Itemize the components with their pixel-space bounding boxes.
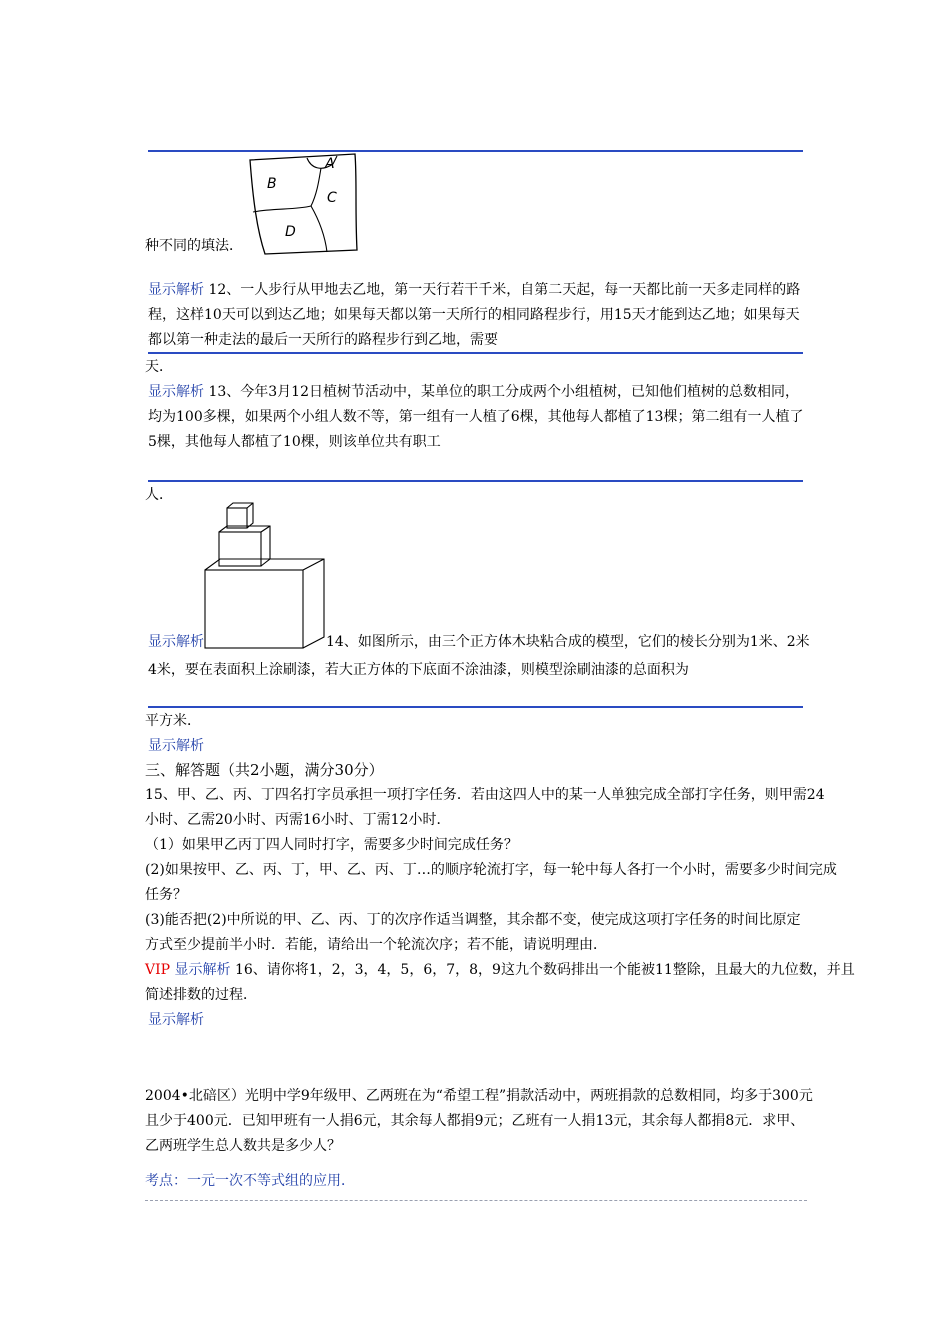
q11-tail: 种不同的填法． [145, 238, 243, 254]
q15-line2: 小时、乙需20小时、丙需16小时、丁需12小时． [145, 812, 451, 828]
cubes-figure [200, 502, 328, 650]
section3-title: 三、解答题（共2小题，满分30分） [145, 761, 384, 779]
map-figure [245, 150, 365, 258]
q13-line3: 5棵，其他每人都植了10棵，则该单位共有职工 [148, 434, 441, 450]
q15-sub3a: (3)能否把(2)中所说的甲、乙、丙、丁的次序作适当调整，其余都不变，使完成这项打字任务的时间比原定 [145, 912, 801, 928]
q16-show-analysis-link[interactable]: 显示解析 [174, 962, 231, 978]
map-label-d: D [285, 224, 296, 240]
q14-text1: 14、如图所示，由三个正方体木块粘合成的模型，它们的棱长分别为1米、2米 [326, 634, 810, 650]
extra-line1: 2004•北碚区）光明中学9年级甲、乙两班在为“希望工程”捐款活动中，两班捐款的总数相同，均多于300元 [145, 1088, 813, 1104]
map-label-c: C [327, 190, 337, 206]
q16-line2: 简述排数的过程． [145, 987, 257, 1003]
q15-sub2b: 任务？ [145, 887, 187, 903]
q12-show-analysis-link[interactable]: 显示解析 [148, 282, 204, 298]
q14-line1 [148, 632, 810, 652]
q15-sub3b: 方式至少提前半小时．若能，请给出一个轮流次序；若不能，请说明理由． [145, 937, 607, 953]
q16-vip-badge[interactable]: VIP [145, 962, 171, 978]
q12-text1: 12、一人步行从甲地去乙地，第一天行若干千米，自第二天起，每一天都比前一天多走同样的路 [208, 282, 801, 298]
q13-tail: 人． [145, 487, 173, 503]
q14-line2: 4米，要在表面积上涂刷漆，若大正方体的下底面不涂油漆，则模型涂刷油漆的总面积为 [148, 662, 689, 678]
answer-line-q14 [148, 706, 803, 708]
q13-show-analysis-link[interactable]: 显示解析 [148, 384, 204, 400]
map-label-a: A [325, 156, 335, 172]
kaodian: 考点：一元一次不等式组的应用． [145, 1173, 355, 1189]
q16-line1 [145, 960, 855, 980]
q14-show-analysis-link[interactable]: 显示解析 [148, 634, 204, 650]
map-region-divider [253, 168, 321, 212]
q13-line1 [148, 382, 799, 402]
map-outline [250, 154, 357, 254]
q14-show-analysis-link-2[interactable]: 显示解析 [148, 738, 204, 754]
extra-line2: 且少于400元．已知甲班有一人捐6元，其余每人都捐9元；乙班有一人捐13元，其余每人都捐8元．求甲、 [145, 1113, 805, 1129]
q15-sub1: （1）如果甲乙丙丁四人同时打字，需要多少时间完成任务？ [145, 837, 518, 853]
extra-line3: 乙两班学生总人数共是多少人？ [145, 1138, 341, 1154]
q13-text1: 13、今年3月12日植树节活动中，某单位的职工分成两个小组植树，已知他们植树的总数相同， [208, 384, 799, 400]
q13-line2: 均为100多棵，如果两个小组人数不等，第一组有一人植了6棵，其他每人都植了13棵；第二组有一人植了 [148, 409, 804, 425]
q12-line3: 都以第一种走法的最后一天所行的路程步行到乙地，需要 [148, 332, 498, 348]
map-region-c-border [311, 206, 327, 252]
q15-sub2a: (2)如果按甲、乙、丙、丁，甲、乙、丙、丁…的顺序轮流打字，每一轮中每人各打一个小时，需要多少时间完成 [145, 862, 837, 878]
q16-show-analysis-link-2[interactable]: 显示解析 [148, 1012, 204, 1028]
q15-line1: 15、甲、乙、丙、丁四名打字员承担一项打字任务．若由这四人中的某一人单独完成全部打字任务，则甲需24 [145, 787, 825, 803]
answer-line-q13 [148, 480, 803, 482]
q14-tail: 平方米． [145, 713, 201, 729]
map-label-b: B [267, 176, 277, 192]
q12-tail: 天． [145, 359, 173, 375]
answer-line-q12 [148, 352, 803, 354]
dashed-divider [145, 1200, 807, 1201]
q12-line2: 程，这样10天可以到达乙地；如果每天都以第一天所行的相同路程步行，用15天才能到达乙地；如果每天 [148, 307, 800, 323]
q16-text1: 16、请你将1，2，3，4，5，6，7，8，9这九个数码排出一个能被11整除，且最大的九位数，并且 [234, 962, 855, 978]
q12-line1 [148, 280, 800, 300]
